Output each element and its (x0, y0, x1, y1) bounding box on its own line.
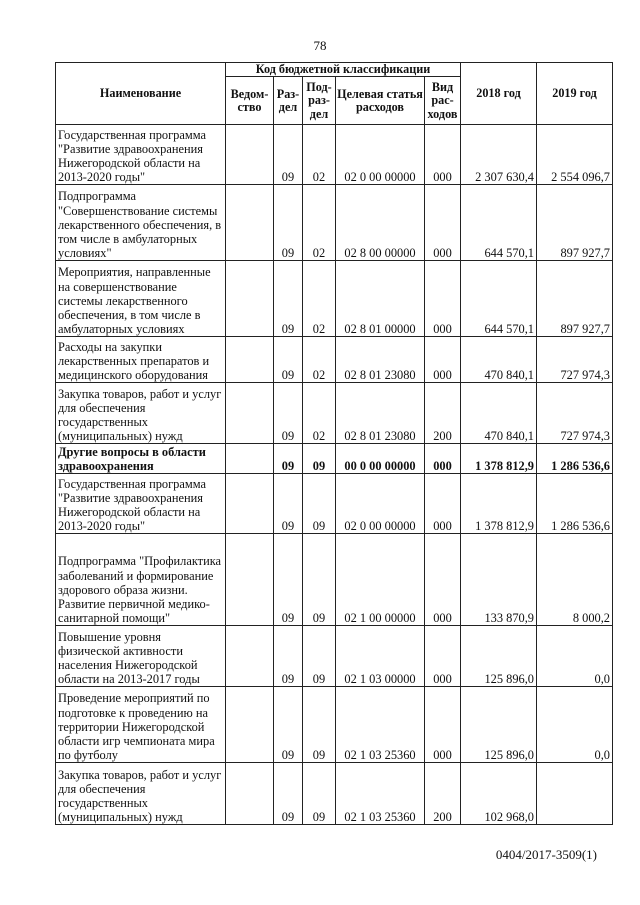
row-razdel: 09 (274, 337, 303, 383)
row-ved (226, 763, 274, 825)
row-razdel: 09 (274, 534, 303, 626)
table-row (56, 337, 613, 383)
header-ved: Ведом-ство (226, 77, 274, 125)
row-name: Подпрограмма "Совершенствование системы лекарственного обеспечения, в том числе в амбулаторных условиях" (56, 185, 226, 261)
row-ved (226, 474, 274, 534)
header-name: Наименование (56, 63, 226, 125)
row-csr: 02 0 00 00000 (336, 474, 425, 534)
row-vid: 000 (425, 261, 461, 337)
header-2018: 2018 год (461, 63, 537, 125)
table-row (56, 444, 613, 474)
row-podrazdel: 09 (303, 474, 336, 534)
row-name: Государственная программа "Развитие здравоохранения Нижегородской области на 2013-2020 годы" (56, 125, 226, 185)
row-name: Другие вопросы в области здравоохранения (56, 444, 226, 474)
table-row (56, 534, 613, 626)
row-razdel: 09 (274, 626, 303, 687)
row-vid: 000 (425, 534, 461, 626)
row-2019: 2 554 096,7 (537, 125, 613, 185)
row-csr: 02 0 00 00000 (336, 125, 425, 185)
row-podrazdel: 02 (303, 125, 336, 185)
table-row (56, 474, 613, 534)
row-csr: 02 1 03 25360 (336, 763, 425, 825)
row-2018: 1 378 812,9 (461, 444, 537, 474)
row-razdel: 09 (274, 763, 303, 825)
row-ved (226, 185, 274, 261)
row-podrazdel: 02 (303, 383, 336, 444)
row-vid: 000 (425, 687, 461, 763)
table-row (56, 185, 613, 261)
row-podrazdel: 09 (303, 626, 336, 687)
page-number: 78 (313, 38, 327, 53)
row-vid: 000 (425, 444, 461, 474)
row-ved (226, 261, 274, 337)
row-vid: 200 (425, 383, 461, 444)
budget-table (55, 62, 613, 825)
row-podrazdel: 09 (303, 763, 336, 825)
row-2018: 102 968,0 (461, 763, 537, 825)
row-2019: 1 286 536,6 (537, 474, 613, 534)
row-2018: 125 896,0 (461, 687, 537, 763)
row-2019: 0,0 (537, 626, 613, 687)
row-2019: 727 974,3 (537, 337, 613, 383)
row-2019: 0,0 (537, 687, 613, 763)
row-csr: 02 1 03 00000 (336, 626, 425, 687)
row-podrazdel: 09 (303, 534, 336, 626)
table-row (56, 261, 613, 337)
row-name: Закупка товаров, работ и услуг для обеспечения государственных (муниципальных) нужд (56, 763, 226, 825)
header-razdel: Раз-дел (274, 77, 303, 125)
row-razdel: 09 (274, 261, 303, 337)
row-ved (226, 444, 274, 474)
row-razdel: 09 (274, 383, 303, 444)
row-vid: 200 (425, 763, 461, 825)
row-name: Государственная программа "Развитие здравоохранения Нижегородской области на 2013-2020 годы" (56, 474, 226, 534)
row-ved (226, 337, 274, 383)
row-ved (226, 534, 274, 626)
header-podrazdel: Под-раз-дел (303, 77, 336, 125)
row-razdel: 09 (274, 444, 303, 474)
table-row (56, 125, 613, 185)
row-2019: 897 927,7 (537, 185, 613, 261)
row-2018: 470 840,1 (461, 337, 537, 383)
row-name: Подпрограмма "Профилактика заболеваний и формирование здорового образа жизни. Развитие первичной медико-санитарной помощи" (56, 534, 226, 626)
table-row (56, 687, 613, 763)
header-2019: 2019 год (537, 63, 613, 125)
row-podrazdel: 02 (303, 261, 336, 337)
row-2018: 470 840,1 (461, 383, 537, 444)
row-csr: 02 8 01 23080 (336, 383, 425, 444)
row-razdel: 09 (274, 687, 303, 763)
row-2018: 125 896,0 (461, 626, 537, 687)
row-podrazdel: 09 (303, 444, 336, 474)
row-2018: 644 570,1 (461, 261, 537, 337)
header-vid: Вид рас-ходов (425, 77, 461, 125)
row-podrazdel: 09 (303, 687, 336, 763)
row-ved (226, 626, 274, 687)
document-number: 0404/2017-3509(1) (495, 847, 597, 862)
header-budget-code-group: Код бюджетной классификации (226, 63, 461, 77)
header-csr: Целевая статья расходов (336, 77, 425, 125)
row-name: Закупка товаров, работ и услуг для обеспечения государственных (муниципальных) нужд (56, 383, 226, 444)
row-2018: 1 378 812,9 (461, 474, 537, 534)
row-name: Проведение мероприятий по подготовке к проведению на территории Нижегородской области игр чемпионата мира по футболу (56, 687, 226, 763)
row-name: Мероприятия, направленные на совершенствование системы лекарственного обеспечения, в том числе в амбулаторных условиях (56, 261, 226, 337)
row-razdel: 09 (274, 125, 303, 185)
row-csr: 02 1 03 25360 (336, 687, 425, 763)
row-2018: 133 870,9 (461, 534, 537, 626)
row-2019: 1 286 536,6 (537, 444, 613, 474)
row-2019 (537, 763, 613, 825)
row-vid: 000 (425, 626, 461, 687)
table-row (56, 763, 613, 825)
row-ved (226, 687, 274, 763)
row-razdel: 09 (274, 185, 303, 261)
table-row (56, 626, 613, 687)
row-csr: 00 0 00 00000 (336, 444, 425, 474)
row-ved (226, 383, 274, 444)
row-vid: 000 (425, 337, 461, 383)
table-row (56, 383, 613, 444)
row-razdel: 09 (274, 474, 303, 534)
row-podrazdel: 02 (303, 337, 336, 383)
row-csr: 02 8 01 23080 (336, 337, 425, 383)
row-csr: 02 8 00 00000 (336, 185, 425, 261)
row-vid: 000 (425, 125, 461, 185)
row-name: Расходы на закупки лекарственных препаратов и медицинского оборудования (56, 337, 226, 383)
row-2019: 897 927,7 (537, 261, 613, 337)
row-csr: 02 1 00 00000 (336, 534, 425, 626)
row-2019: 727 974,3 (537, 383, 613, 444)
row-2018: 2 307 630,4 (461, 125, 537, 185)
row-csr: 02 8 01 00000 (336, 261, 425, 337)
row-vid: 000 (425, 185, 461, 261)
row-podrazdel: 02 (303, 185, 336, 261)
row-ved (226, 125, 274, 185)
row-2019: 8 000,2 (537, 534, 613, 626)
row-name: Повышение уровня физической активности населения Нижегородской области на 2013-2017 годы (56, 626, 226, 687)
row-vid: 000 (425, 474, 461, 534)
row-2018: 644 570,1 (461, 185, 537, 261)
